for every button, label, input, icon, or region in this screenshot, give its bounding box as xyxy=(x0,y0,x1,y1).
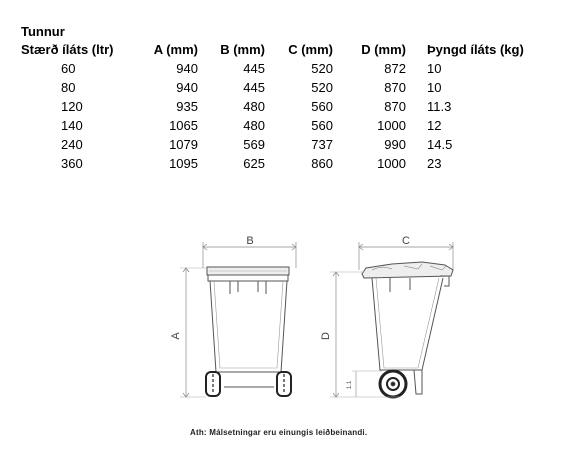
table-row xyxy=(21,116,537,135)
cell-c: 737 xyxy=(311,137,333,152)
cell-b: 445 xyxy=(243,61,265,76)
table-row xyxy=(21,135,537,154)
cell-size: 240 xyxy=(61,137,83,152)
table-row xyxy=(21,78,537,97)
cell-size: 120 xyxy=(61,99,83,114)
cell-a: 1065 xyxy=(169,118,198,133)
header-b: B (mm) xyxy=(220,42,265,57)
dimension-label-a: A xyxy=(170,332,182,340)
cell-a: 940 xyxy=(176,80,198,95)
header-size: Stærð íláts (ltr) xyxy=(21,42,114,57)
cell-d: 990 xyxy=(384,137,406,152)
cell-c: 560 xyxy=(311,118,333,133)
cell-c: 560 xyxy=(311,99,333,114)
table-row xyxy=(21,97,537,116)
cell-size: 360 xyxy=(61,156,83,171)
cell-weight: 14.5 xyxy=(427,137,453,152)
cell-b: 625 xyxy=(243,156,265,171)
cell-weight: 23 xyxy=(427,156,442,171)
header-a: A (mm) xyxy=(153,42,198,57)
cell-c: 520 xyxy=(311,80,333,95)
dimension-label-d: D xyxy=(320,332,332,340)
cell-size: 140 xyxy=(61,118,83,133)
cell-b: 480 xyxy=(243,118,265,133)
cell-a: 1079 xyxy=(169,137,198,152)
dimension-label-b: B xyxy=(246,235,254,247)
cell-a: 935 xyxy=(176,99,198,114)
header-weight: Þyngd íláts (kg) xyxy=(427,42,524,57)
header-c: C (mm) xyxy=(288,42,333,57)
dimension-label-wheel: 1.1 xyxy=(347,380,353,390)
cell-a: 940 xyxy=(176,61,198,76)
cell-weight: 10 xyxy=(427,61,442,76)
cell-d: 1000 xyxy=(377,156,406,171)
header-d: D (mm) xyxy=(361,42,406,57)
bin-dimension-diagram xyxy=(160,222,460,418)
front-view-bin xyxy=(180,242,296,397)
cell-d: 1000 xyxy=(377,118,406,133)
table-row xyxy=(21,59,537,78)
side-view-bin xyxy=(330,242,453,397)
cell-weight: 10 xyxy=(427,80,442,95)
cell-weight: 11.3 xyxy=(427,99,452,114)
cell-a: 1095 xyxy=(169,156,198,171)
cell-c: 860 xyxy=(311,156,333,171)
cell-size: 60 xyxy=(61,61,76,76)
document-title: Tunnur xyxy=(21,24,65,39)
cell-b: 569 xyxy=(243,137,265,152)
cell-d: 870 xyxy=(384,80,406,95)
cell-weight: 12 xyxy=(427,118,442,133)
cell-b: 445 xyxy=(243,80,265,95)
diagram-note: Ath: Málsetningar eru einungis leiðbeinandi. xyxy=(190,428,368,437)
cell-b: 480 xyxy=(243,99,265,114)
dimension-label-c: C xyxy=(402,235,410,247)
cell-size: 80 xyxy=(61,80,76,95)
bin-dimensions-table xyxy=(21,40,537,173)
table-row xyxy=(21,154,537,173)
table-header-row xyxy=(21,40,537,59)
cell-d: 872 xyxy=(384,61,406,76)
cell-c: 520 xyxy=(311,61,333,76)
cell-d: 870 xyxy=(384,99,406,114)
